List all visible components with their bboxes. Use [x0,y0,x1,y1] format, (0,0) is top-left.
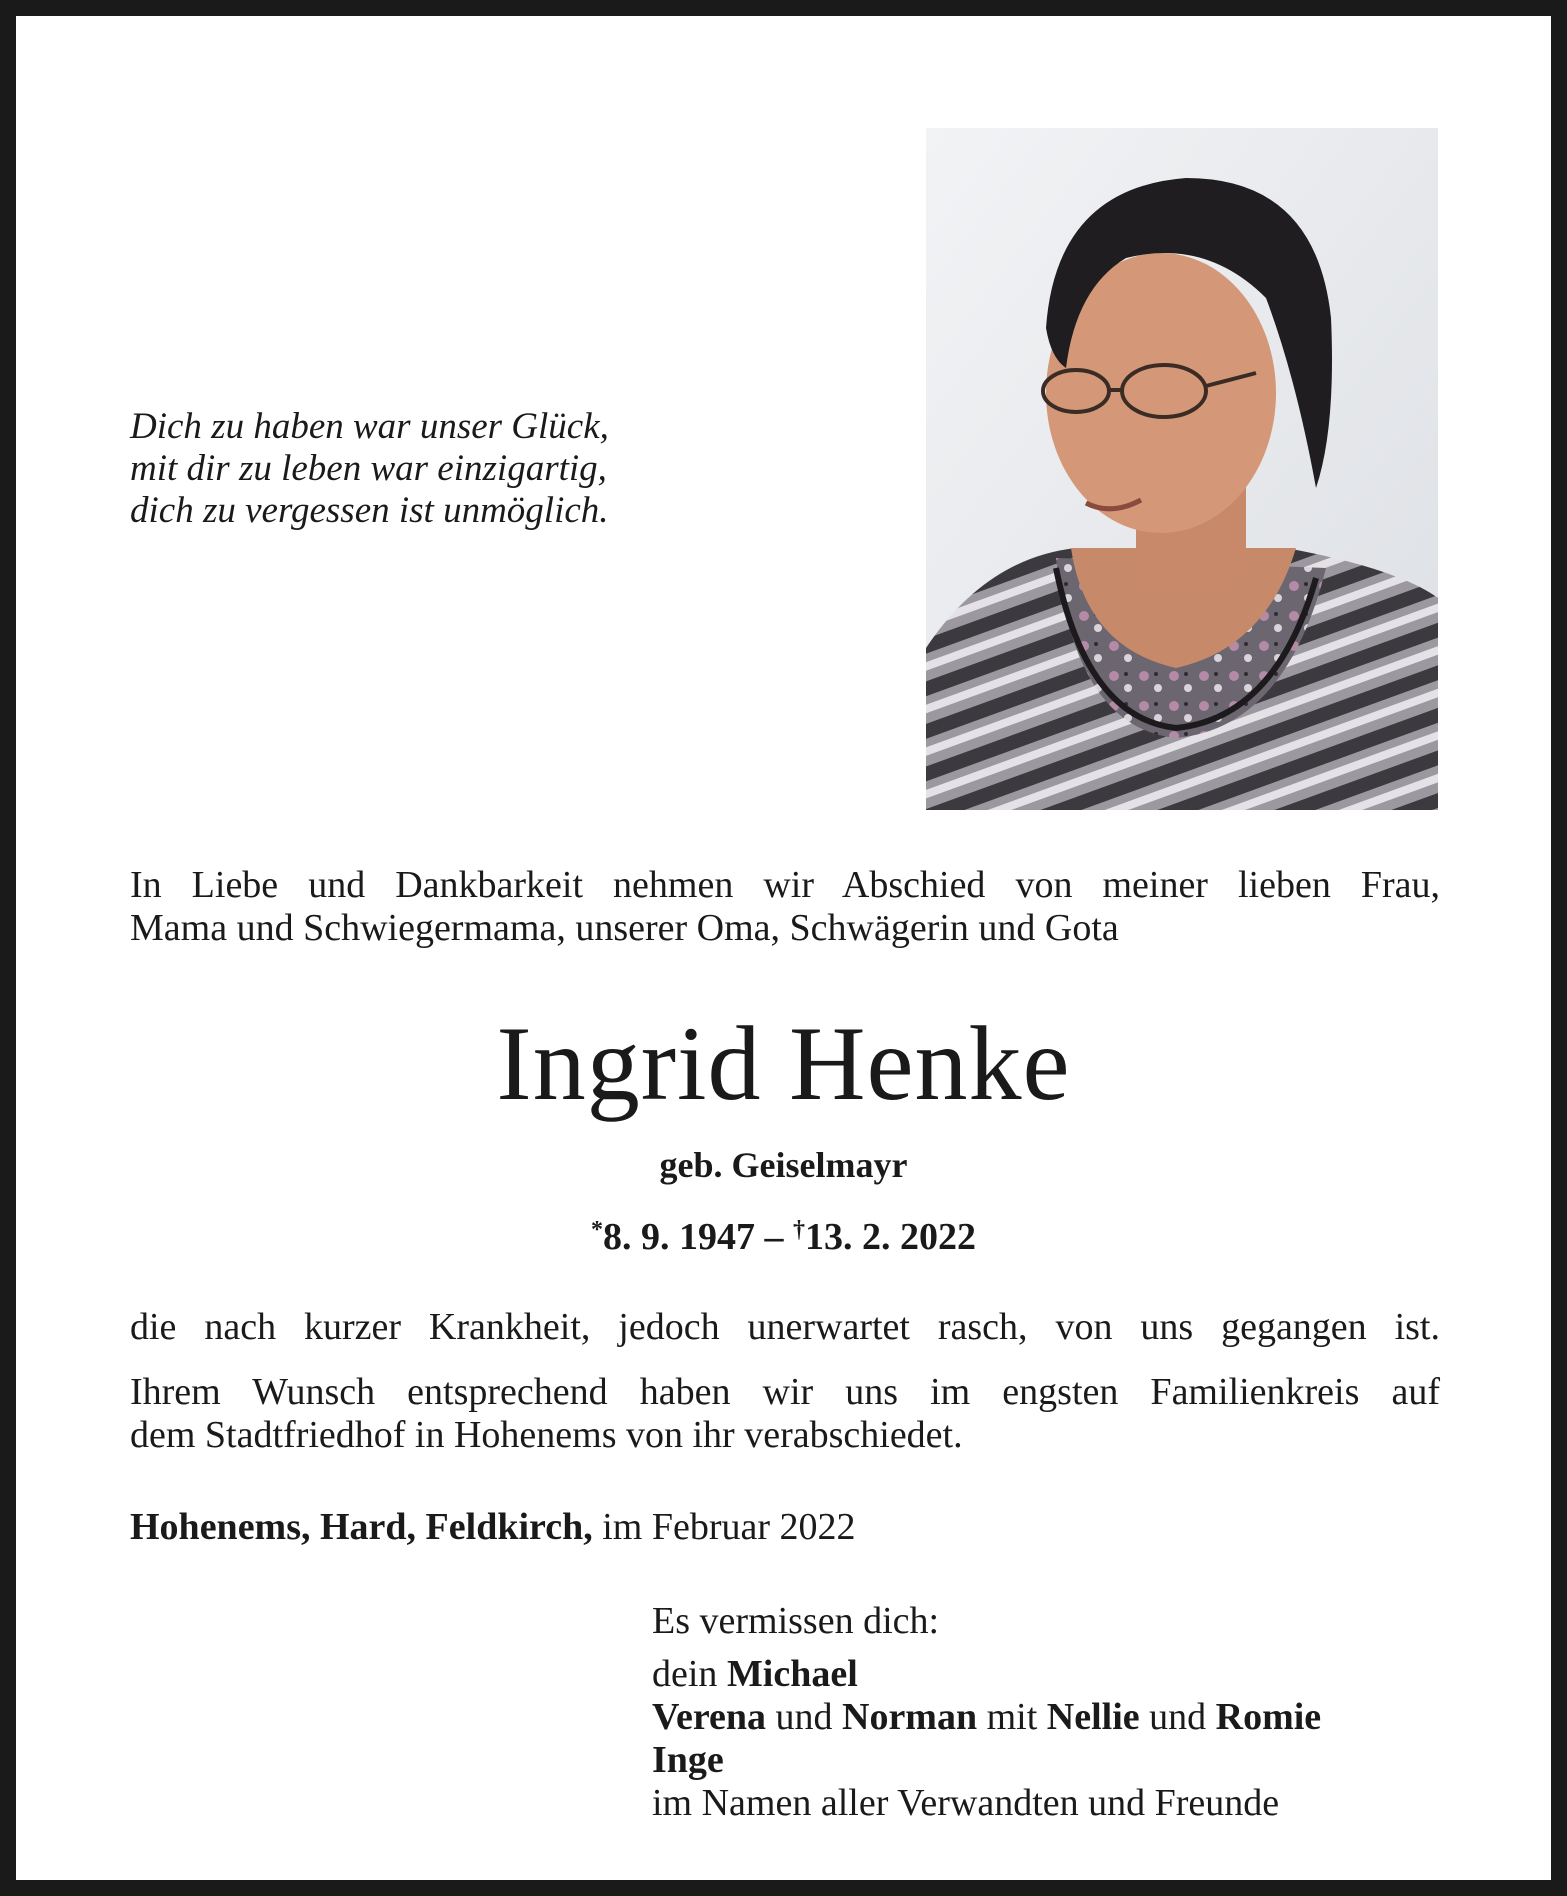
poem-line: mit dir zu leben war einzigartig, [130,448,607,489]
mourner-name: Inge [652,1739,724,1781]
place-date: im Februar 2022 [592,1506,856,1548]
mourners-list [652,1600,1452,1825]
mourner-line [652,1653,1452,1696]
death-symbol: † [793,1217,805,1243]
mourners-heading: Es vermissen dich: [652,1600,940,1642]
passing-text: die nach kurzer Krankheit, jedoch unerwartet rasch, von uns gegangen ist. [130,1306,1440,1348]
mourner-name: Verena [652,1696,766,1738]
mourner-connector: und [766,1696,842,1738]
portrait-illustration [926,128,1438,810]
life-dates [16,1208,1551,1259]
birth-symbol: * [591,1217,603,1243]
place-towns: Hohenems, Hard, Feldkirch, [130,1506,593,1548]
mourner-name: Romie [1215,1696,1322,1738]
date-separator: – [755,1216,793,1258]
wish-line: dem Stadtfriedhof in Hohenems von ihr verabschiedet. [130,1414,963,1456]
maiden-name: geb. Geiselmayr [659,1145,908,1185]
mourner-prefix: dein [652,1653,727,1695]
portrait-photo [926,128,1438,810]
wish-line: Ihrem Wunsch entsprechend haben wir uns im engsten Familienkreis auf [130,1371,1440,1413]
intro-text [130,864,1440,950]
mourners-closing: im Namen aller Verwandten und Freunde [652,1782,1280,1824]
mourner-name: Nellie [1046,1696,1140,1738]
mourner-connector: mit [977,1696,1047,1738]
poem-line: dich zu vergessen ist unmöglich. [130,490,609,531]
mourner-name: Michael [726,1653,858,1695]
intro-line: Mama und Schwiegermama, unserer Oma, Schwägerin und Gota [130,907,1119,949]
obituary-card [16,16,1551,1880]
deceased-name: Ingrid Henke [496,1005,1071,1122]
place-and-date [130,1506,856,1549]
mourner-name: Norman [842,1696,978,1738]
death-date: 13. 2. 2022 [805,1216,976,1258]
mourner-line [652,1696,1452,1739]
intro-line: In Liebe und Dankbarkeit nehmen wir Abschied von meiner lieben Frau, [130,864,1440,906]
birth-date: 8. 9. 1947 [603,1216,755,1258]
poem-line: Dich zu haben war unser Glück, [130,406,609,447]
memorial-poem [130,406,609,532]
wish-text [130,1371,1440,1457]
mourner-line [652,1739,1452,1782]
mourner-connector: und [1139,1696,1216,1738]
